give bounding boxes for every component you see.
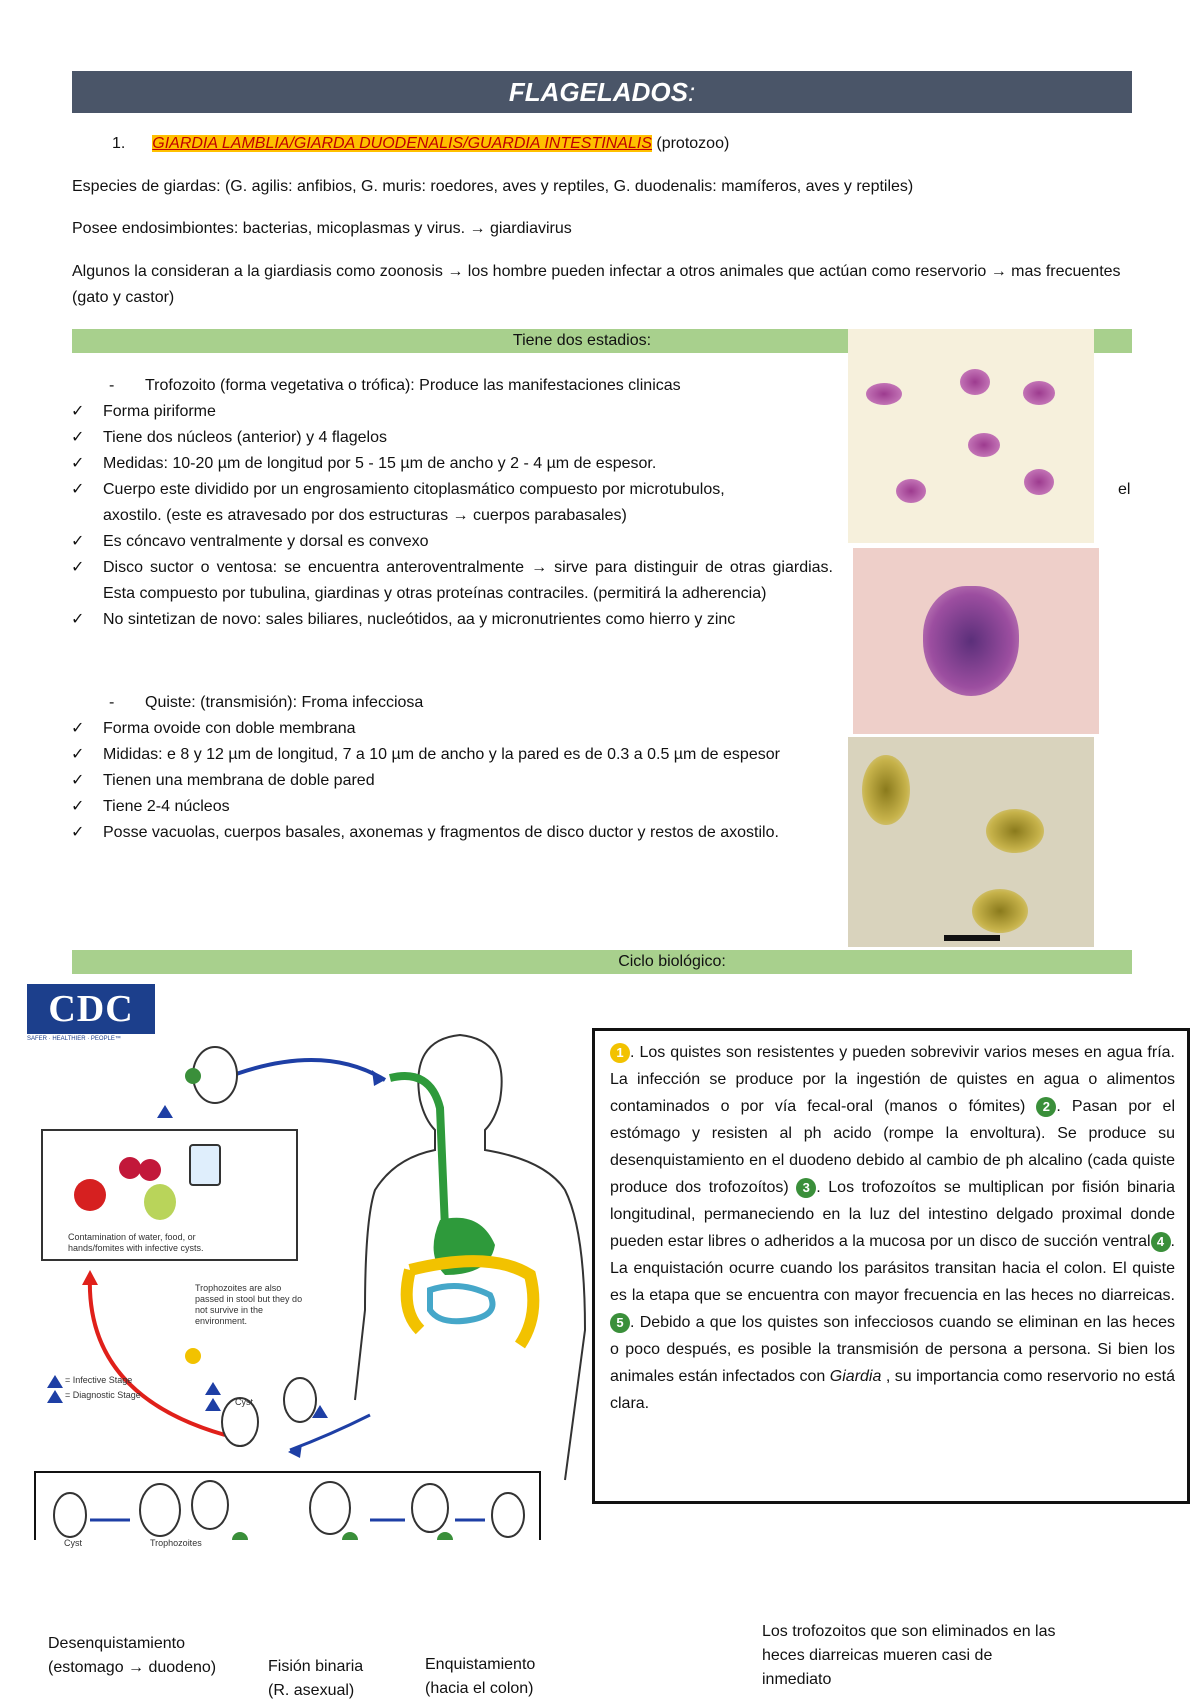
endosimbiontes-paragraph: Posee endosimbiontes: bacterias, micoplasmas y virus. → giardiavirus bbox=[72, 220, 572, 237]
section-header-estadios: Tiene dos estadios: bbox=[72, 329, 1132, 353]
life-cycle-diagram bbox=[30, 1020, 590, 1540]
cycle-explanation-box: 1 . Los quistes son resistentes y pueden sobrevivir varios meses en agua fría. La infección se produce por la ingestión de quistes en agua o alimentos contaminados o por vía fecal-oral (manos o fómites) 2 . Pasan por el estómago y resisten al ph acido (rompe la envoltura). Se produce su desenquistamiento en el duodeno debido al cambio de ph alcalino (cada quiste produce dos trofozoítos) 3 . Los trofozoítos se multiplican por fisión binaria longitudinal, permaneciendo en la luz del intestino delgado proximal donde pueden estar libres o adheridos a la mucosa por un disco de succión ventral 4 . La enquistación ocurre cuando los parásitos transitan hacia el colon. El quiste es la etapa que se encuentra con mayor frecuencia en las heces no diarreicas.5 . Debido a que los quistes son infecciosos cuando se eliminan en las heces o poco después, es posible la transmisión de persona a persona. Si bien los animales están infectados con Giardia , su importancia como reservorio no está clara. bbox=[592, 1028, 1190, 1504]
list-item: ✓ Forma ovoide con doble membrana bbox=[71, 720, 356, 737]
trophozoite-note: Trophozoites are also passed in stool but they do not survive in the environment. bbox=[195, 1283, 303, 1326]
list-item: ✓ Tiene 2-4 núcleos bbox=[71, 798, 230, 815]
legend-diagnostic: = Diagnostic Stage bbox=[65, 1390, 141, 1400]
legend-infective: = Infective Stage bbox=[65, 1375, 133, 1385]
list-item: ✓ Cuerpo este dividido por un engrosamiento citoplasmático compuesto por microtubulos, axostilo. (este es atravesado por dos estructuras → cuerpos parabasales) bbox=[71, 481, 725, 524]
cyst-label: Cyst bbox=[235, 1397, 253, 1407]
list-item: ✓ Medidas: 10-20 µm de longitud por 5 - 15 µm de ancho y 2 - 4 µm de espesor. bbox=[71, 455, 657, 472]
trailing-word: el bbox=[1118, 481, 1131, 498]
trofozoito-closeup-image bbox=[853, 548, 1099, 734]
list-item: ✓ Posse vacuolas, cuerpos basales, axonemas y fragmentos de disco ductor y restos de axostilo. bbox=[71, 824, 779, 841]
page-title: FLAGELADOS : bbox=[72, 71, 1132, 113]
list-item: ✓ Forma piriforme bbox=[71, 403, 216, 420]
trofozoitos-image bbox=[848, 329, 1094, 543]
cyst-label-bottom: Cyst bbox=[64, 1538, 82, 1548]
label-trofozoitos-eliminados: Los trofozoitos que son eliminados en las heces diarreicas mueren casi de inmediato bbox=[762, 1623, 1056, 1688]
list-item: ✓ Tienen una membrana de doble pared bbox=[71, 772, 375, 789]
quiste-heading: - Quiste: (transmisión): Froma infecciosa bbox=[109, 694, 424, 711]
cdc-logo: CDC bbox=[27, 984, 155, 1034]
item-1: 1. GIARDIA LAMBLIA/GIARDA DUODENALIS/GUARDIA INTESTINALIS (protozoo) bbox=[112, 135, 730, 152]
trofozoito-list bbox=[71, 399, 833, 633]
step-2-icon: 2 bbox=[1036, 1097, 1056, 1117]
label-fision-binaria: Fisión binaria (R. asexual) bbox=[268, 1658, 364, 1699]
section-header-ciclo: Ciclo biológico: bbox=[72, 950, 1132, 974]
step-3-icon: 3 bbox=[796, 1178, 816, 1198]
especies-paragraph: Especies de giardas: (G. agilis: anfibios, G. muris: roedores, aves y reptiles, G. duodenalis: mamíferos, aves y reptiles) bbox=[72, 178, 914, 195]
list-item: ✓ Es cóncavo ventralmente y dorsal es convexo bbox=[71, 533, 429, 550]
label-desenquistamiento: Desenquistamiento (estomago → duodeno) bbox=[48, 1635, 217, 1676]
label-enquistamiento: Enquistamiento (hacia el colon) bbox=[425, 1656, 536, 1697]
cdc-tagline: SAFER · HEALTHIER · PEOPLE™ bbox=[27, 1036, 121, 1042]
quistes-image bbox=[848, 737, 1094, 947]
step-1-icon: 1 bbox=[610, 1043, 630, 1063]
list-item: ✓ No sintetizan de novo: sales biliares, nucleótidos, aa y micronutrientes como hierro y zinc bbox=[71, 611, 736, 628]
contamination-caption: Contamination of water, food, or hands/fomites with infective cysts. bbox=[68, 1232, 204, 1253]
trofozoito-heading: - Trofozoito (forma vegetativa o trófica): Produce las manifestaciones clinicas bbox=[109, 377, 681, 394]
trophozoites-label: Trophozoites bbox=[150, 1538, 202, 1548]
step-4-icon: 4 bbox=[1151, 1232, 1171, 1252]
quiste-list bbox=[71, 716, 833, 846]
list-item: ✓ Disco suctor o ventosa: se encuentra anteroventralmente → sirve para distinguir de otras giardias. Esta compuesto por tubulina, giardinas y otras proteínas contraciles. (permitirá la adherencia) bbox=[71, 559, 833, 602]
item-number: 1. bbox=[112, 135, 126, 152]
species-name: GIARDIA LAMBLIA/GIARDA DUODENALIS/GUARDIA INTESTINALIS bbox=[152, 135, 652, 152]
step-5-icon: 5 bbox=[610, 1313, 630, 1333]
zoonosis-paragraph: Algunos la consideran a la giardiasis como zoonosis → los hombre pueden infectar a otros animales que actúan como reservorio → mas frecuentes (gato y castor) bbox=[72, 263, 1121, 306]
list-item: ✓ Tiene dos núcleos (anterior) y 4 flagelos bbox=[71, 429, 387, 446]
list-item: ✓ Mididas: e 8 y 12 µm de longitud, 7 a 10 µm de ancho y la pared es de 0.3 a 0.5 µm de espesor bbox=[71, 746, 780, 763]
